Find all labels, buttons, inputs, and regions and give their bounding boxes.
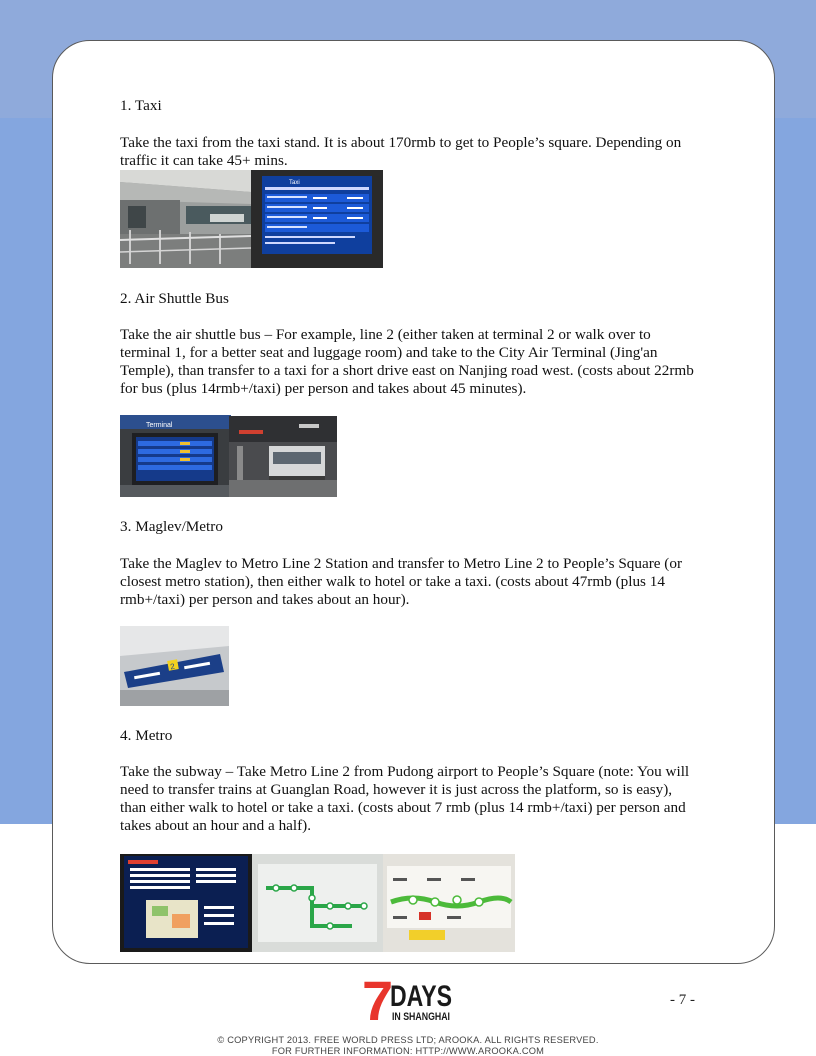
maglev-sign-line-number: 2 — [169, 661, 176, 672]
section-heading-taxi: 1. Taxi — [120, 97, 162, 114]
further-information-line: FOR FURTHER INFORMATION: HTTP://WWW.AROOKA.COM — [271, 1046, 545, 1056]
logo-word: DAYS — [390, 980, 452, 1013]
page-number: - 7 - — [670, 992, 695, 1008]
photo-taxi-stand — [120, 170, 251, 268]
photo-metro-line-map — [252, 854, 383, 952]
section-body-maglev-metro: Take the Maglev to Metro Line 2 Station and transfer to Metro Line 2 to People’s Square (or closest metro station), then either walk to hotel or take a taxi. (costs about 47rmb (plus 14 rmb+/taxi) per person and takes about an hour). — [120, 555, 682, 608]
copyright-line: © COPYRIGHT 2013. FREE WORLD PRESS LTD; AROOKA. ALL RIGHTS RESERVED. — [217, 1035, 599, 1045]
section-body-metro: Take the subway – Take Metro Line 2 from Pudong airport to People’s Square (note: You will need to transfer trains at Guanglan Road, however it is just across the platform, so is easy), than either walk to hotel or take a taxi. (costs about 7 rmb (plus 14 rmb+/taxi) per person and takes about an hour and a half). — [120, 763, 690, 834]
logo-sub: IN SHANGHAI — [392, 1011, 450, 1023]
taxi-board-header: Taxi — [289, 180, 300, 186]
section-body-taxi: Take the taxi from the taxi stand. It is about 170rmb to get to People’s square. Depending on traffic it can take 45+ mins. — [120, 134, 682, 169]
seven-days-in-shanghai-logo — [360, 968, 460, 1032]
terminal-sign-text: Terminal — [146, 422, 173, 429]
photo-airport-bus — [229, 416, 337, 497]
photo-metro-platform-map — [383, 854, 515, 952]
photo-maglev-sign — [120, 626, 229, 706]
photo-terminal-bus-board — [120, 415, 231, 497]
photo-taxi-info-board — [251, 170, 383, 268]
section-heading-air-shuttle-bus: 2. Air Shuttle Bus — [120, 290, 229, 307]
section-body-air-shuttle-bus: Take the air shuttle bus – For example, line 2 (either taken at terminal 2 or walk over to terminal 1, for a better seat and luggage room) and take to the City Air Terminal (Jing'an Temple), than transfer to a taxi for a short drive east on Nanjing road west. (costs about 22rmb for bus (plus 14rmb+/taxi) per person and takes about 45 minutes). — [120, 326, 694, 397]
section-heading-maglev-metro: 3. Maglev/Metro — [120, 518, 223, 535]
logo-number: 7 — [362, 969, 394, 1032]
photo-metro-info-screen — [120, 854, 252, 952]
section-heading-metro: 4. Metro — [120, 727, 173, 744]
